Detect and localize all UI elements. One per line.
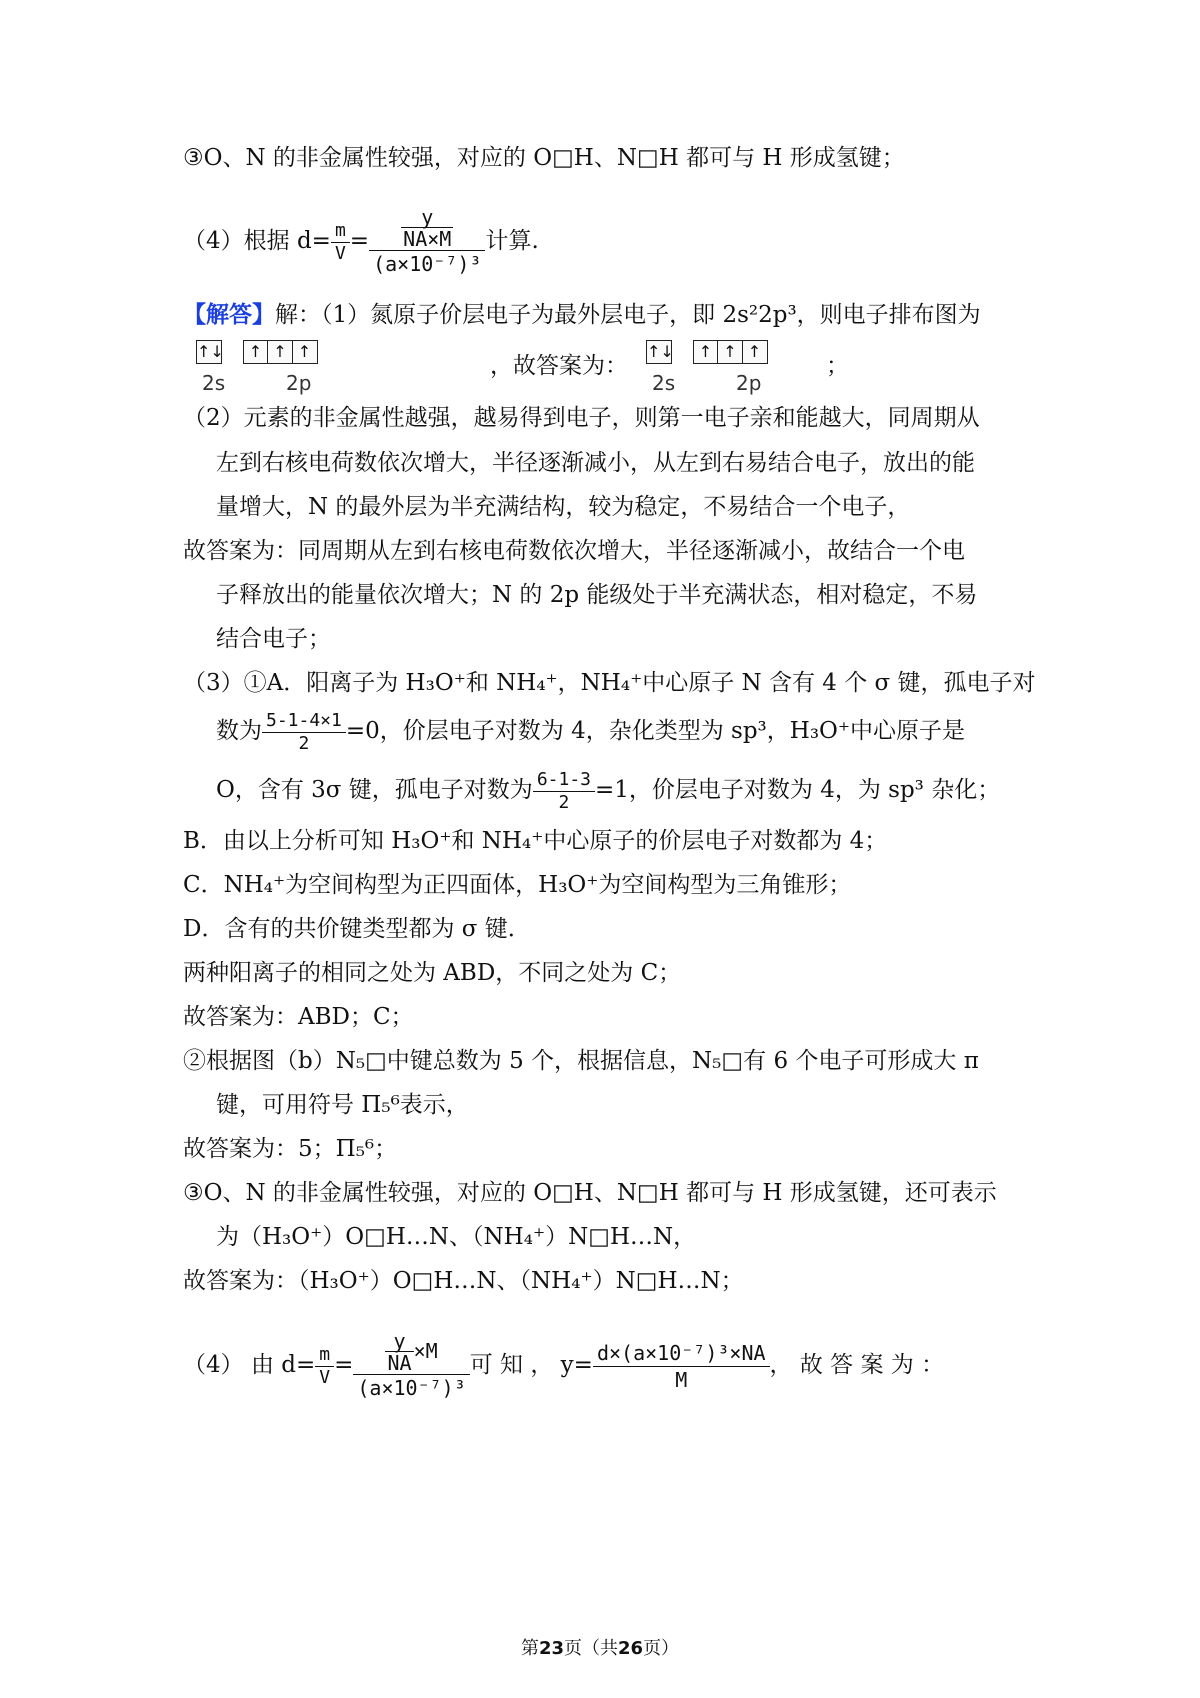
- numerator: 5-1-4×1: [262, 710, 346, 733]
- formula-line: [216, 765, 1000, 815]
- orbital-box-2s: ↑↓: [646, 340, 672, 364]
- text-line: ③O、N 的非金属性较强，对应的 O□H、N□H 都可与 H 形成氢键，还可表示: [183, 1180, 997, 1206]
- text-segment: 计算.: [485, 228, 539, 254]
- orbital-box-2p: ↑: [717, 340, 743, 364]
- page-number: 23: [538, 1638, 564, 1659]
- lone-pair-fraction: [533, 769, 595, 814]
- text-line: C．NH₄⁺为空间构型为正四面体，H₃O⁺为空间构型为三角锥形；: [183, 872, 852, 898]
- equals-sign: =: [334, 1352, 354, 1378]
- text-line: 结合电子；: [216, 626, 331, 652]
- footer-text: 页（共: [564, 1638, 618, 1659]
- orbital-diagram: [196, 340, 356, 394]
- text-segment: （4） 由 d=: [183, 1352, 316, 1378]
- density-fraction: [369, 207, 485, 277]
- footer-text: 页）: [643, 1638, 680, 1659]
- text-line: （3）①A．阳离子为 H₃O⁺和 NH₄⁺，NH₄⁺中心原子 N 含有 4 个 σ 键，孤电子对: [183, 670, 1036, 696]
- text-line: ②根据图（b）N₅□中键总数为 5 个，根据信息，N₅□有 6 个电子可形成大 π: [183, 1048, 979, 1074]
- inner-denominator: NA×M: [403, 227, 452, 251]
- density-fraction: [353, 1331, 469, 1401]
- text-segment: ， 故 答 案 为 ：: [769, 1352, 945, 1378]
- denominator: (a×10⁻⁷)³: [373, 252, 482, 276]
- numerator: d×(a×10⁻⁷)³×NA: [593, 1340, 770, 1367]
- orbital-label-2s: 2s: [202, 371, 226, 395]
- text-line: 故答案为：ABD；C；: [183, 1004, 414, 1030]
- denominator: 2: [298, 732, 310, 754]
- denominator: (a×10⁻⁷)³: [357, 1376, 466, 1400]
- fraction-m-over-v: [331, 220, 350, 265]
- equals-sign: =: [349, 228, 370, 254]
- inner-denominator: NA: [387, 1351, 412, 1375]
- solution-intro: [183, 300, 981, 330]
- footer-text: 第: [520, 1638, 539, 1659]
- text-line: 键，可用符号 Π₅⁶表示，: [216, 1092, 469, 1118]
- denominator: 2: [558, 791, 570, 813]
- text-line: ③O、N 的非金属性较强，对应的 O□H、N□H 都可与 H 形成氢键；: [183, 145, 905, 171]
- formula-line: [183, 1320, 944, 1410]
- text-line: 量增大，N 的最外层为半充满结构，较为稳定，不易结合一个电子，: [216, 494, 911, 520]
- numerator: [369, 207, 485, 251]
- denominator: V: [319, 1366, 331, 1388]
- y-fraction: [593, 1340, 770, 1393]
- text-segment: 可 知 ， y=: [469, 1352, 593, 1378]
- fraction-m-over-v: [315, 1344, 334, 1389]
- text-line: 故答案为：同周期从左到右核电荷数依次增大，半径逐渐减小，故结合一个电: [183, 538, 965, 564]
- text-segment: =1，价层电子对数为 4，为 sp³ 杂化；: [595, 777, 1001, 803]
- inner-numerator: y: [385, 1331, 413, 1352]
- orbital-box-2p: ↑: [243, 340, 269, 364]
- page-total: 26: [618, 1638, 644, 1659]
- text-line: 左到右核电荷数依次增大，半径逐渐减小，从左到右易结合电子，放出的能: [216, 450, 975, 476]
- text-line: D．含有的共价键类型都为 σ 键．: [183, 916, 531, 942]
- orbital-line: [196, 340, 849, 400]
- text-line: 两种阳离子的相同之处为 ABD，不同之处为 C；: [183, 960, 682, 986]
- text-line: 故答案为：5；Π₅⁶；: [183, 1136, 398, 1162]
- inner-fraction: [385, 1331, 413, 1374]
- orbital-box-2p: ↑: [742, 340, 768, 364]
- numerator: 6-1-3: [533, 769, 595, 792]
- text-line: 子释放出的能量依次增大；N 的 2p 能级处于半充满状态，相对稳定，不易: [216, 582, 978, 608]
- text-line: 故答案为：（H₃O⁺）O□H…N、（NH₄⁺）N□H…N；: [183, 1268, 744, 1294]
- text-line: B．由以上分析可知 H₃O⁺和 NH₄⁺中心原子的价层电子对数都为 4；: [183, 828, 888, 854]
- formula-line: [183, 196, 539, 286]
- orbital-box-2p: ↑: [693, 340, 719, 364]
- text-segment: ；: [826, 353, 849, 379]
- numerator: m: [315, 1344, 334, 1367]
- text-segment: （4）根据 d=: [183, 228, 331, 254]
- text-segment: =0，价层电子对数为 4，杂化类型为 sp³，H₃O⁺中心原子是: [345, 718, 966, 744]
- text-line: （2）元素的非金属性越强，越易得到电子，则第一电子亲和能越大，同周期从: [183, 405, 980, 431]
- text-line: 为（H₃O⁺）O□H…N、（NH₄⁺）N□H…N，: [216, 1224, 697, 1250]
- formula-line: [216, 706, 965, 756]
- page-footer: [0, 1634, 1200, 1660]
- text-segment: ，故答案为：: [490, 353, 628, 379]
- orbital-diagram-answer: [646, 340, 806, 394]
- text-segment: 解：（1）氮原子价层电子为最外层电子，即 2s²2p³，则电子排布图为: [275, 302, 981, 328]
- orbital-box-2p: ↑: [267, 340, 293, 364]
- inner-fraction: [401, 207, 453, 250]
- orbital-label-2p: 2p: [286, 371, 312, 395]
- inner-numerator: y: [401, 207, 453, 228]
- denominator: V: [334, 242, 346, 264]
- times-m: ×M: [413, 1339, 438, 1363]
- orbital-box-2p: ↑: [292, 340, 318, 364]
- text-segment: 数为: [216, 718, 262, 744]
- answer-tag: 【解答】: [183, 301, 275, 328]
- lone-pair-fraction: [262, 710, 346, 755]
- denominator: M: [675, 1367, 688, 1392]
- orbital-label-2p: 2p: [736, 371, 762, 395]
- text-segment: O，含有 3σ 键，孤电子对数为: [216, 777, 533, 803]
- orbital-box-2s: ↑↓: [196, 340, 222, 364]
- numerator: [353, 1331, 469, 1375]
- orbital-label-2s: 2s: [652, 371, 676, 395]
- numerator: m: [331, 220, 350, 243]
